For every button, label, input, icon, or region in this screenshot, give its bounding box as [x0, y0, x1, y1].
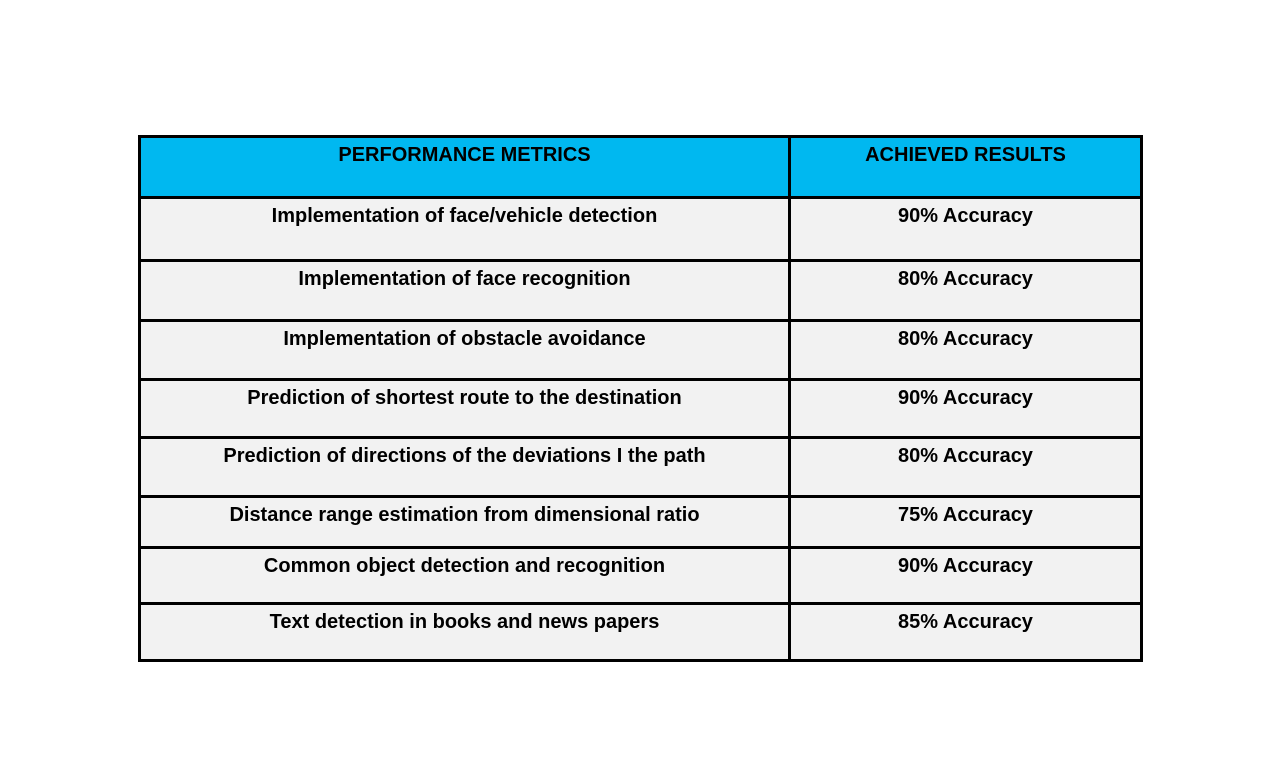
metric-cell: Common object detection and recognition [140, 548, 790, 604]
table-row [140, 380, 1142, 438]
result-cell: 90% Accuracy [789, 548, 1141, 604]
result-cell: 80% Accuracy [789, 438, 1141, 497]
table-row [140, 497, 1142, 548]
result-cell: 80% Accuracy [789, 321, 1141, 380]
performance-table [138, 135, 1143, 662]
table-header-row [140, 137, 1142, 198]
result-cell: 90% Accuracy [789, 380, 1141, 438]
metric-cell: Implementation of face recognition [140, 261, 790, 321]
metric-cell: Distance range estimation from dimensional ratio [140, 497, 790, 548]
table-row [140, 261, 1142, 321]
table-row [140, 321, 1142, 380]
table-row [140, 548, 1142, 604]
result-cell: 90% Accuracy [789, 198, 1141, 261]
metric-cell: Prediction of directions of the deviations I the path [140, 438, 790, 497]
metric-cell: Text detection in books and news papers [140, 604, 790, 661]
table-row [140, 438, 1142, 497]
table-row [140, 604, 1142, 661]
result-cell: 85% Accuracy [789, 604, 1141, 661]
header-performance-metrics: PERFORMANCE METRICS [140, 137, 790, 198]
metric-cell: Implementation of obstacle avoidance [140, 321, 790, 380]
header-achieved-results: ACHIEVED RESULTS [789, 137, 1141, 198]
result-cell: 75% Accuracy [789, 497, 1141, 548]
metric-cell: Implementation of face/vehicle detection [140, 198, 790, 261]
result-cell: 80% Accuracy [789, 261, 1141, 321]
table-row [140, 198, 1142, 261]
metric-cell: Prediction of shortest route to the destination [140, 380, 790, 438]
